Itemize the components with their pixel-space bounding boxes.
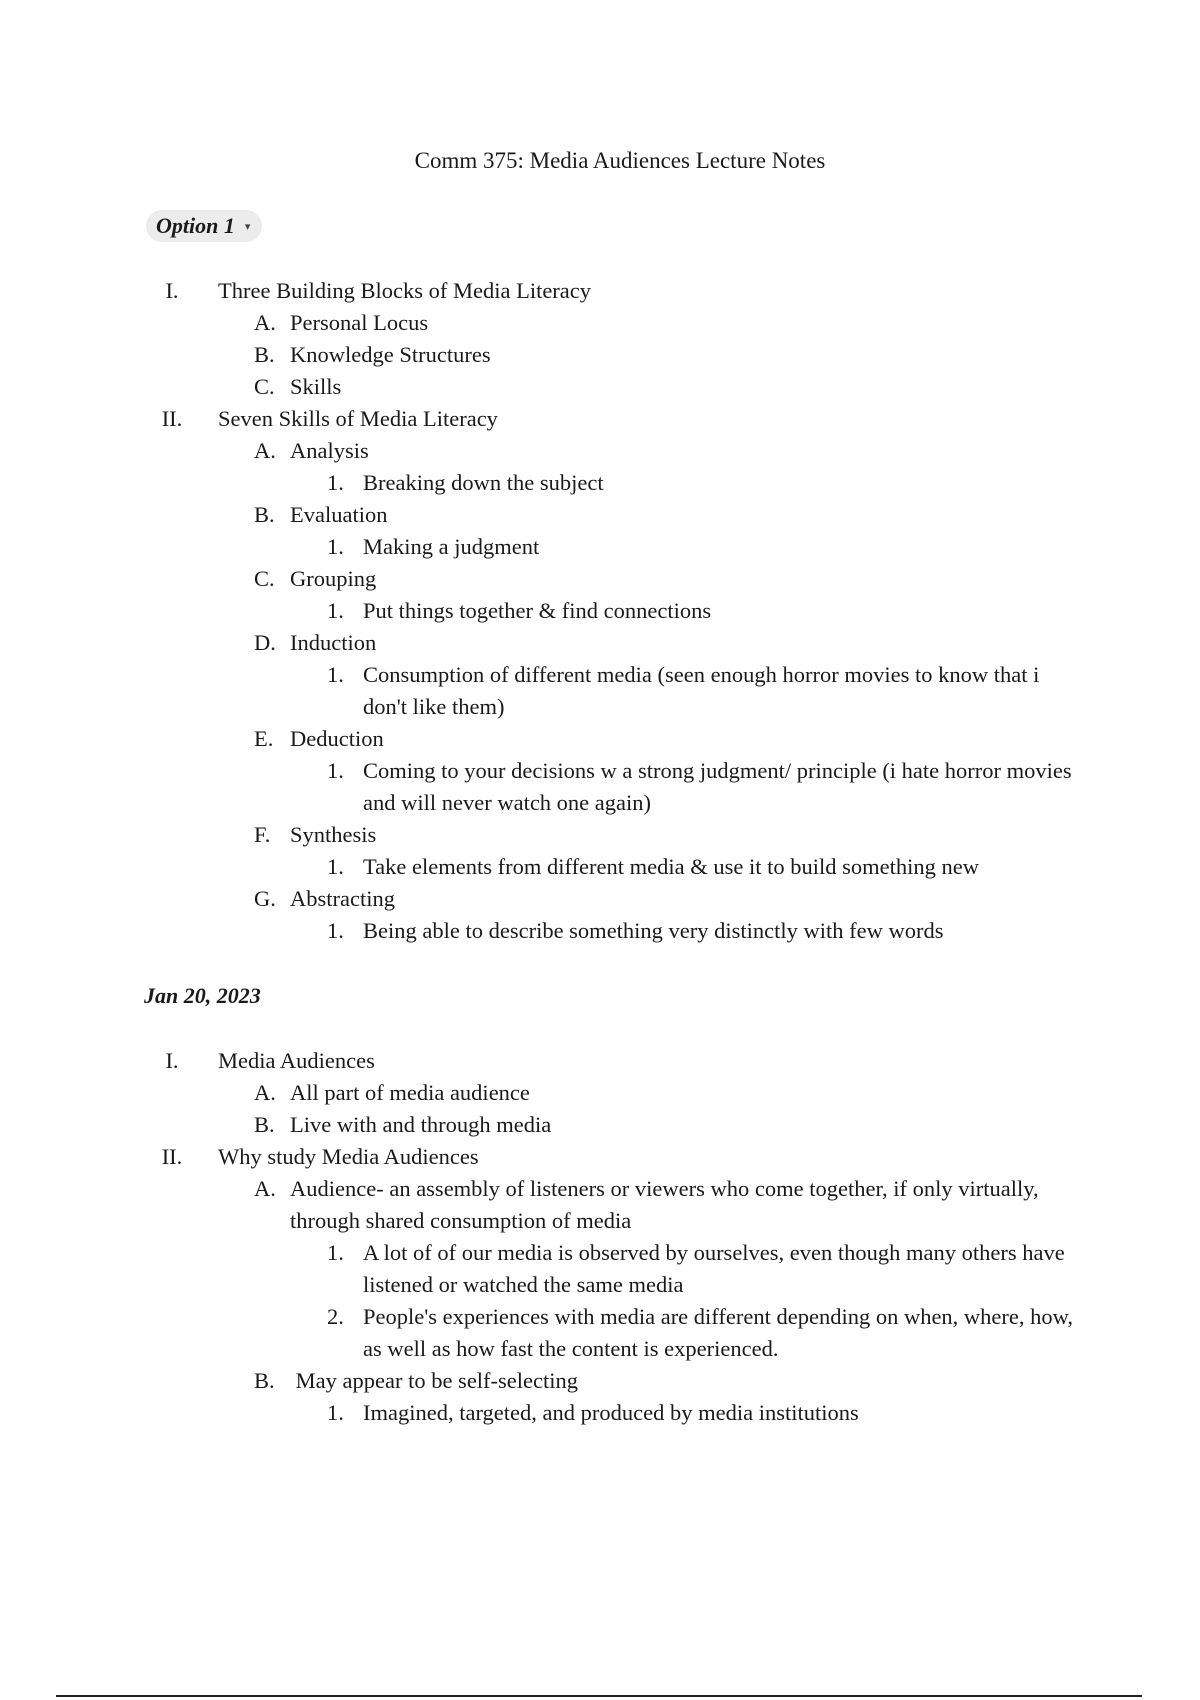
outline-item [0, 371, 1200, 403]
outline-item [0, 275, 1200, 307]
outline-item [0, 851, 1200, 883]
outline-media-literacy [0, 275, 1200, 947]
outline-item [0, 1173, 1200, 1237]
outline-item [0, 1045, 1200, 1077]
outline-item [0, 339, 1200, 371]
outline-marker: I. [165, 278, 179, 303]
outline-item [0, 1365, 1200, 1397]
outline-item [0, 723, 1200, 755]
outline-text: Take elements from different media & use it to build something new [363, 854, 979, 879]
outline-item [0, 499, 1200, 531]
outline-item [0, 883, 1200, 915]
outline-item [0, 563, 1200, 595]
outline-text: Induction [290, 630, 377, 655]
outline-marker: 1. [327, 1400, 344, 1425]
outline-marker: 1. [327, 1240, 344, 1265]
outline-marker: B. [254, 1368, 275, 1393]
outline-text: People's experiences with media are different depending on when, where, how, as well as how fast the content is experienced. [363, 1304, 1074, 1361]
outline-text: Live with and through media [290, 1112, 552, 1137]
outline-item [0, 307, 1200, 339]
outline-marker: 1. [327, 854, 344, 879]
outline-item [0, 467, 1200, 499]
outline-item [0, 1141, 1200, 1173]
outline-text: Coming to your decisions w a strong judgment/ principle (i hate horror movies and will never watch one again) [363, 758, 1072, 815]
outline-text: Why study Media Audiences [218, 1144, 479, 1169]
outline-marker: A. [254, 1080, 276, 1105]
outline-marker: C. [254, 374, 275, 399]
outline-marker: 1. [327, 758, 344, 783]
outline-text: Deduction [290, 726, 384, 751]
outline-text: A lot of of our media is observed by ourselves, even though many others have listened or watched the same media [363, 1240, 1065, 1297]
outline-marker: 1. [327, 598, 344, 623]
outline-text: Making a judgment [363, 534, 540, 559]
outline-text: Grouping [290, 566, 377, 591]
outline-marker: A. [254, 1176, 276, 1201]
outline-text: Being able to describe something very distinctly with few words [363, 918, 944, 943]
outline-item [0, 1237, 1200, 1301]
outline-item [0, 435, 1200, 467]
outline-item [0, 1397, 1200, 1429]
outline-marker: I. [165, 1048, 179, 1073]
outline-text: Personal Locus [290, 310, 429, 335]
outline-marker: B. [254, 502, 275, 527]
outline-text: Abstracting [290, 886, 395, 911]
outline-marker: 1. [327, 534, 344, 559]
document-title: Comm 375: Media Audiences Lecture Notes [414, 148, 826, 173]
outline-item [0, 915, 1200, 947]
outline-text: All part of media audience [290, 1080, 530, 1105]
outline-text: Skills [290, 374, 342, 399]
outline-marker: A. [254, 438, 276, 463]
outline-marker: A. [254, 310, 276, 335]
outline-marker: B. [254, 342, 275, 367]
outline-marker: 1. [327, 918, 344, 943]
outline-text: Three Building Blocks of Media Literacy [218, 278, 592, 303]
outline-text: Put things together & find connections [363, 598, 712, 623]
outline-marker: C. [254, 566, 275, 591]
outline-marker: II. [161, 406, 183, 431]
outline-text: Audience- an assembly of listeners or viewers who come together, if only virtually, through shared consumption of media [290, 1176, 1039, 1233]
outline-item [0, 403, 1200, 435]
outline-marker: G. [254, 886, 276, 911]
outline-marker: B. [254, 1112, 275, 1137]
option-chip-label: Option 1 [156, 213, 235, 238]
outline-marker: 2. [327, 1304, 344, 1329]
outline-item [0, 819, 1200, 851]
outline-text: Knowledge Structures [290, 342, 491, 367]
outline-text: Breaking down the subject [363, 470, 604, 495]
outline-text: Imagined, targeted, and produced by media institutions [363, 1400, 859, 1425]
option-dropdown-chip[interactable] [146, 210, 262, 242]
outline-media-audiences [0, 1045, 1200, 1429]
outline-text: Evaluation [290, 502, 388, 527]
outline-item [0, 1109, 1200, 1141]
outline-text: Seven Skills of Media Literacy [218, 406, 498, 431]
outline-marker: D. [254, 630, 276, 655]
outline-marker: II. [161, 1144, 183, 1169]
page-bottom-rule [56, 1695, 1142, 1697]
outline-marker: E. [254, 726, 274, 751]
outline-text: Consumption of different media (seen enough horror movies to know that i don't like them) [363, 662, 1040, 719]
outline-item [0, 1301, 1200, 1365]
date-heading: Jan 20, 2023 [144, 983, 261, 1008]
chevron-down-icon: ▾ [244, 220, 251, 233]
outline-marker: F. [254, 822, 271, 847]
outline-text: May appear to be self-selecting [290, 1368, 579, 1393]
outline-marker: 1. [327, 662, 344, 687]
outline-text: Synthesis [290, 822, 377, 847]
outline-item [0, 595, 1200, 627]
outline-marker: 1. [327, 470, 344, 495]
outline-item [0, 627, 1200, 659]
outline-item [0, 531, 1200, 563]
outline-item [0, 659, 1200, 723]
outline-item [0, 755, 1200, 819]
outline-item [0, 1077, 1200, 1109]
outline-text: Analysis [290, 438, 369, 463]
outline-text: Media Audiences [218, 1048, 375, 1073]
